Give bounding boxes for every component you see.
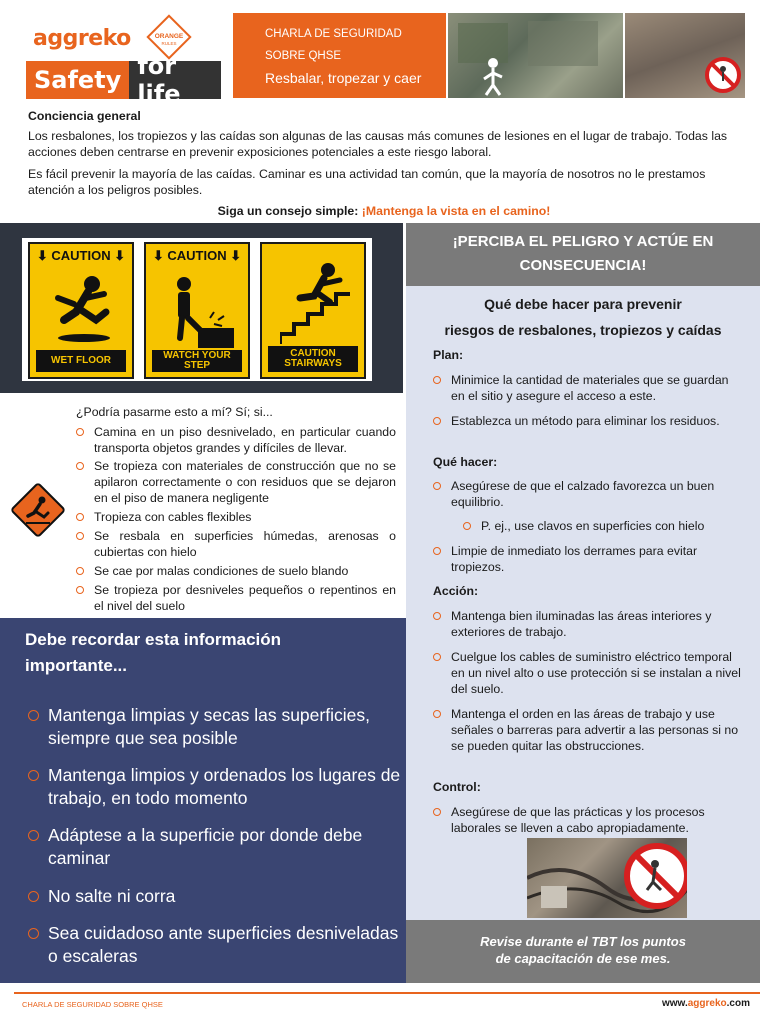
watch-step-sign: [144, 242, 250, 379]
bullet-icon: [28, 710, 39, 721]
intro-paragraph-2: Es fácil prevenir la mayoría de las caídas. Caminar es una actividad tan común, que la mayoría de nosotros no le prestamos atención a los peligros posibles.: [28, 167, 706, 197]
bullet-icon: [76, 428, 84, 436]
workshop-photo: [446, 13, 623, 98]
list-item: Se resbala en superficies húmedas, arenosas o cubiertas con hielo: [76, 528, 396, 560]
list-item: Se tropieza por desniveles pequeños o repentinos en el nivel del suelo: [76, 582, 396, 614]
bullet-icon: [76, 462, 84, 470]
bullet-icon: [76, 586, 84, 594]
remember-item: Sea cuidadoso ante superficies desniveladas o escaleras: [28, 922, 406, 968]
what-to-do-item: Asegúrese de que el calzado favorezca un buen equilibrio.: [433, 478, 743, 510]
cables-photo: [527, 838, 687, 918]
slip-hazard-diamond-icon: [8, 480, 68, 540]
falling-stairs-icon: [280, 256, 350, 346]
bullet-icon: [28, 928, 39, 939]
tbt-review-line2: de capacitación de ese mes.: [495, 951, 671, 966]
safety-for-life-banner: [26, 52, 221, 108]
list-item: Camina en un piso desnivelado, en particular cuando transporta objetos grandes y difíciles de llevar.: [76, 424, 396, 456]
orange-rules-word2: RULES: [161, 41, 177, 46]
remember-title-line1: Debe recordar esta información: [25, 630, 282, 649]
prevention-question-line2: riesgos de resbalones, tropiezos y caídas: [444, 322, 722, 338]
caution-text: CAUTION: [167, 248, 227, 263]
perceive-danger-line1: ¡PERCIBA EL PELIGRO Y ACTÚE EN: [452, 233, 714, 250]
remember-item: Adáptese a la superficie por donde debe caminar: [28, 824, 406, 870]
for-life-label: for life: [129, 61, 221, 99]
plan-item: Minimice la cantidad de materiales que se guardan en el sitio y asegure el acceso a este.: [433, 372, 743, 404]
tip-prefix: Siga un consejo simple:: [217, 204, 362, 218]
bullet-icon: [28, 891, 39, 902]
talk-title-line1: CHARLA DE SEGURIDAD: [265, 28, 402, 40]
remember-item: Mantenga limpios y ordenados los lugares de trabajo, en todo momento: [28, 764, 406, 810]
bullet-icon: [28, 830, 39, 841]
footer-divider: [14, 992, 760, 994]
wet-floor-sign: [28, 242, 134, 379]
intro-heading: Conciencia general: [28, 109, 141, 123]
bullet-icon: [433, 808, 441, 816]
bullet-icon: [433, 653, 441, 661]
plan-heading: Plan:: [433, 348, 464, 362]
prevention-question-line1: Qué debe hacer para prevenir: [484, 296, 682, 312]
action-item: Mantenga el orden en las áreas de trabajo y use señales o barreras para advertir a las personas si no se pueden quitar las obstrucciones.: [433, 706, 743, 754]
what-to-do-item: Limpie de inmediato los derrames para evitar tropiezos.: [433, 543, 743, 575]
slipping-person-icon: [48, 268, 118, 348]
stairways-sign: [260, 242, 366, 379]
bullet-icon: [76, 513, 84, 521]
what-to-do-heading: Qué hacer:: [433, 455, 498, 469]
bullet-icon: [76, 567, 84, 575]
bullet-icon: [463, 522, 471, 530]
remember-title-line2: importante...: [25, 656, 128, 675]
caution-label: ⬇ CAUTION ⬇: [36, 248, 126, 263]
tip-accent: ¡Mantenga la vista en el camino!: [361, 204, 551, 218]
footer-label: CHARLA DE SEGURIDAD SOBRE QHSE: [22, 1000, 163, 1009]
simple-tip: [28, 204, 740, 218]
watch-step-label: WATCH YOUR STEP: [152, 350, 242, 372]
no-figure-prohibition-icon: [707, 59, 739, 91]
perceive-danger-line2: CONSECUENCIA!: [519, 257, 647, 274]
caution-label: ⬇ CAUTION ⬇: [152, 248, 242, 263]
talk-topic: Resbalar, tropezar y caer: [265, 70, 422, 86]
remember-item: Mantenga limpias y secas las superficies, siempre que sea posible: [28, 704, 406, 750]
footer-brand: aggreko: [687, 998, 727, 1009]
plan-item: Establezca un método para eliminar los residuos.: [433, 413, 743, 429]
tbt-review-line1: Revise durante el TBT los puntos: [480, 934, 686, 949]
control-item: Asegúrese de que las prácticas y los procesos laborales se lleven a cabo apropiadamente.: [433, 804, 743, 836]
bullet-icon: [28, 770, 39, 781]
bullet-icon: [433, 612, 441, 620]
prohibition-photo: [623, 13, 745, 98]
remember-item: No salte ni corra: [28, 885, 406, 908]
footer-website-link[interactable]: [662, 998, 750, 1009]
bullet-icon: [433, 417, 441, 425]
action-item: Cuelgue los cables de suministro eléctrico temporal en un nivel alto o use protección si se instalan a nivel del suelo.: [433, 649, 743, 697]
footer-com: .com: [726, 998, 750, 1009]
wet-floor-label: WET FLOOR: [36, 350, 126, 372]
list-item: Se cae por malas condiciones de suelo blando: [76, 563, 396, 579]
intro-paragraph-1: Los resbalones, los tropiezos y las caídas son algunas de las causas más comunes de lesiones en el lugar de trabajo. Todas las acciones deben centrarse en prevenir exposiciones potenciales a este riesgo laboral.: [28, 129, 728, 159]
what-to-do-subitem: P. ej., use clavos en superficies con hielo: [463, 518, 753, 534]
safety-label: Safety: [26, 61, 129, 99]
action-heading: Acción:: [433, 584, 479, 598]
bullet-icon: [433, 547, 441, 555]
action-item: Mantenga bien iluminadas las áreas interiores y exteriores de trabajo.: [433, 608, 743, 640]
list-item: Tropieza con cables flexibles: [76, 509, 396, 525]
worker-figure-icon: [448, 13, 623, 98]
caution-text: CAUTION: [51, 248, 111, 263]
footer-www: www.: [662, 998, 688, 1009]
list-item: Se tropieza con materiales de construcción que no se apilaron correctamente o con residuos que se dejaron en el piso de manera negligente: [76, 458, 396, 506]
aggreko-logo: aggreko: [33, 26, 131, 51]
bullet-icon: [76, 532, 84, 540]
tripping-step-icon: [164, 268, 234, 348]
could-it-happen-heading: ¿Podría pasarme esto a mí? Sí; si...: [76, 405, 273, 419]
bullet-icon: [433, 376, 441, 384]
orange-rules-word1: ORANGE: [154, 33, 184, 40]
bullet-icon: [433, 710, 441, 718]
stairways-label: CAUTION STAIRWAYS: [268, 346, 358, 372]
bullet-icon: [433, 482, 441, 490]
no-tripping-prohibition-icon: [627, 846, 687, 906]
control-heading: Control:: [433, 780, 481, 794]
talk-title-line2: SOBRE QHSE: [265, 50, 342, 62]
